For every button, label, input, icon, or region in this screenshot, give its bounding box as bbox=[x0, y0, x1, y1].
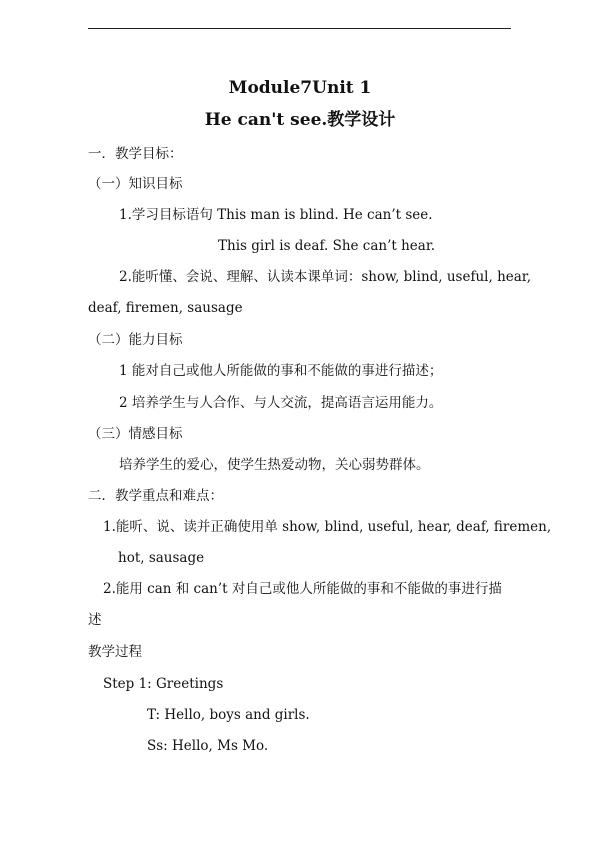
section-heading-objectives: 一．教学目标： bbox=[88, 146, 183, 162]
document-title: Module7Unit 1 bbox=[228, 78, 372, 98]
step-1-teacher-line: T: Hello, boys and girls. bbox=[147, 707, 310, 723]
section-heading-key-points: 二．教学重点和难点： bbox=[88, 488, 223, 504]
knowledge-item-1-continued: This girl is deaf. She can’t hear. bbox=[218, 238, 436, 254]
step-1-heading: Step 1: Greetings bbox=[103, 676, 224, 692]
subheading-emotion: （三）情感目标 bbox=[88, 426, 183, 442]
key-point-2-continued: 述 bbox=[88, 612, 102, 628]
subheading-knowledge: （一）知识目标 bbox=[88, 176, 183, 192]
key-point-2: 2.能用 can 和 can’t 对自己或他人所能做的事和不能做的事进行描 bbox=[103, 581, 502, 597]
ability-item-1: 1 能对自己或他人所能做的事和不能做的事进行描述； bbox=[119, 363, 443, 379]
emotion-item-1: 培养学生的爱心，使学生热爱动物，关心弱势群体。 bbox=[119, 457, 430, 473]
section-heading-process: 教学过程 bbox=[88, 644, 142, 660]
knowledge-item-2-continued: deaf, firemen, sausage bbox=[88, 300, 243, 316]
header-rule bbox=[88, 28, 511, 29]
subheading-ability: （二）能力目标 bbox=[88, 332, 183, 348]
key-point-1-continued: hot, sausage bbox=[118, 550, 205, 566]
ability-item-2: 2 培养学生与人合作、与人交流，提高语言运用能力。 bbox=[119, 395, 443, 411]
step-1-students-line: Ss: Hello, Ms Mo. bbox=[147, 738, 269, 754]
key-point-1: 1.能听、说、读并正确使用单 show, blind, useful, hear, deaf, firemen, bbox=[103, 519, 552, 535]
knowledge-item-2: 2.能听懂、会说、理解、认读本课单词：show, blind, useful, hear, bbox=[119, 269, 532, 285]
knowledge-item-1: 1.学习目标语句 This man is blind. He can’t see. bbox=[119, 207, 433, 223]
document-subtitle: He can't see.教学设计 bbox=[204, 110, 396, 130]
